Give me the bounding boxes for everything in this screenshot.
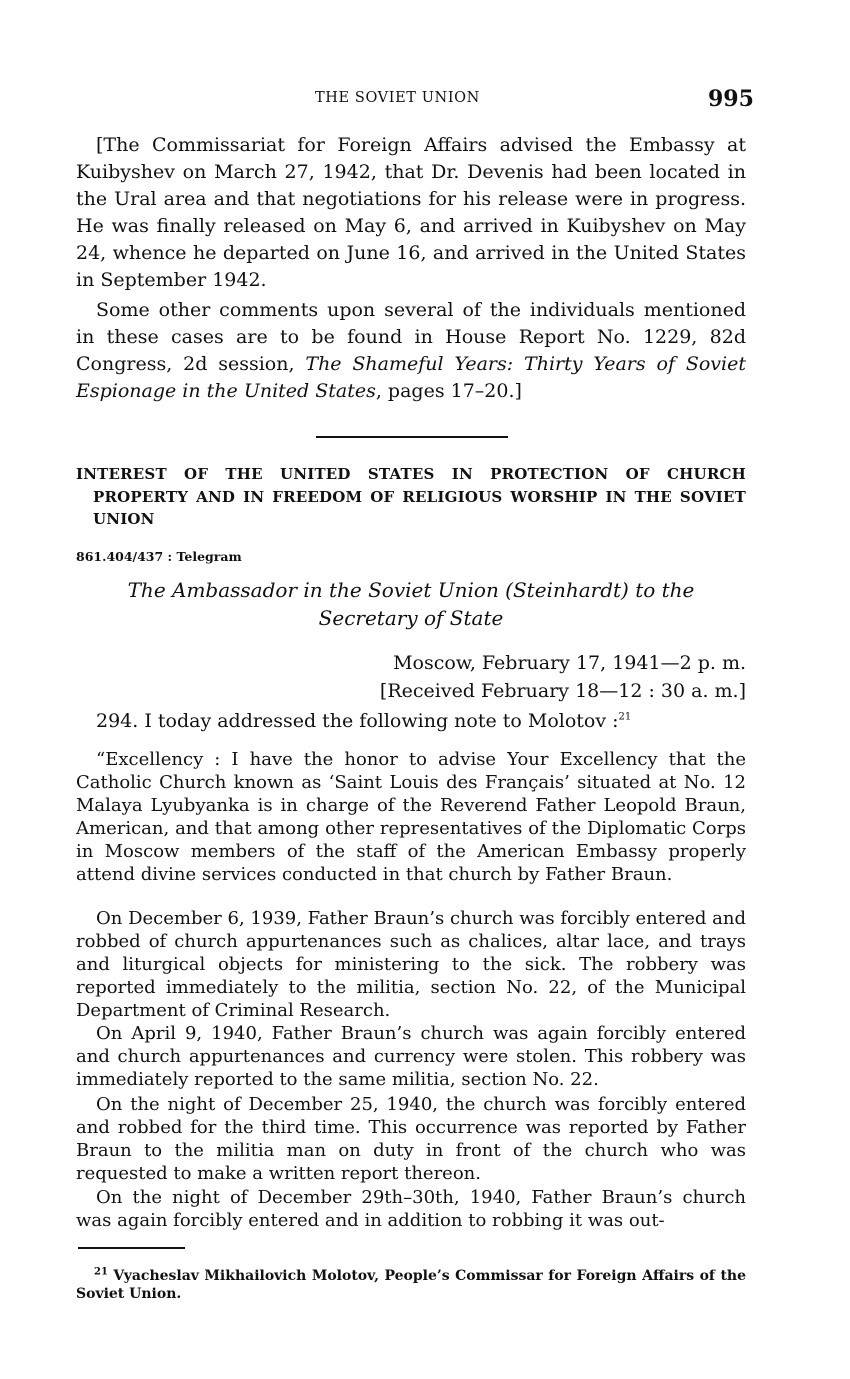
telegram-opening <box>76 708 746 735</box>
footnote-divider <box>78 1247 185 1249</box>
section-title: INTEREST OF THE UNITED STATES IN PROTECTION OF CHURCH PROPERTY AND IN FREEDOM OF RELIGIOUS WORSHIP IN THE SOVIET UNION <box>76 465 746 528</box>
letter-paragraph-5: On the night of December 29th–30th, 1940, Father Braun’s church was again forcibly entered and in addition to robbing it was out- <box>76 1187 746 1231</box>
footnote <box>76 1267 746 1303</box>
footnote-text: Vyacheslav Mikhailovich Molotov, People’s Commissar for Foreign Affairs of the Soviet Union. <box>76 1268 746 1302</box>
intro-paragraph-2-end: , pages 17–20.] <box>375 380 522 402</box>
section-divider <box>316 436 508 438</box>
intro-paragraph-2-text: Some other comments upon several of the individuals mentioned in these cases are to be found in House Report No. 1229, 82d Congress, 2d session, <box>76 299 746 375</box>
letter-paragraph-1: “Excellency : I have the honor to advise Your Excellency that the Catholic Church known as ‘Saint Louis des Français’ situated at No. 12 Malaya Lyubyanka is in charge of the Reverend Father Leopold Braun, American, and that among other representatives of the Diplomatic Corps in Moscow members of the staff of the American Embassy properly attend divine services conducted in that church by Father Braun. <box>76 749 746 885</box>
letter-paragraph-2: On December 6, 1939, Father Braun’s church was forcibly entered and robbed of church appurtenances such as chalices, altar lace, and trays and liturgical objects for ministering to the sick. The robbery was reported immediately to the militia, section No. 22, of the Municipal Department of Criminal Research. <box>76 908 746 1021</box>
page-number: 995 <box>708 86 754 112</box>
dateline: Moscow, February 17, 1941—2 p. m. <box>393 652 746 674</box>
document-reference: 861.404/437 : Telegram <box>76 549 242 564</box>
intro-paragraph-2 <box>76 297 746 405</box>
footnote-reference: 21 <box>618 711 632 723</box>
letter-paragraph-3: On April 9, 1940, Father Braun’s church was again forcibly entered and church appurtenances and currency were stolen. This robbery was immediately reported to the same militia, section No. 22. <box>76 1023 746 1090</box>
received-line: [Received February 18—12 : 30 a. m.] <box>379 680 746 702</box>
document-heading <box>76 576 746 632</box>
footnote-marker: 21 <box>94 1266 108 1278</box>
heading-part-2: ) to the Secretary of State <box>318 578 695 630</box>
intro-paragraph-1: [The Commissariat for Foreign Affairs advised the Embassy at Kuibyshev on March 27, 1942, that Dr. Devenis had been located in the Ural area and that negotiations for his release were in progress. He was finally released on May 6, and arrived in Kuibyshev on May 24, whence he departed on June 16, and arrived in the United States in September 1942. <box>76 134 746 291</box>
heading-part-1: The Ambassador in the Soviet Union ( <box>127 578 513 602</box>
report-title: The Shameful Years: Thirty Years of Soviet Espionage in the United States <box>76 353 746 402</box>
opening-text: 294. I today addressed the following note to Molotov : <box>96 710 619 732</box>
heading-name: Steinhardt <box>512 578 622 602</box>
running-header: THE SOVIET UNION <box>315 90 480 106</box>
letter-paragraph-4: On the night of December 25, 1940, the church was forcibly entered and robbed for the third time. This occurrence was reported by Father Braun to the militia man on duty in front of the church who was requested to make a written report thereon. <box>76 1094 746 1184</box>
